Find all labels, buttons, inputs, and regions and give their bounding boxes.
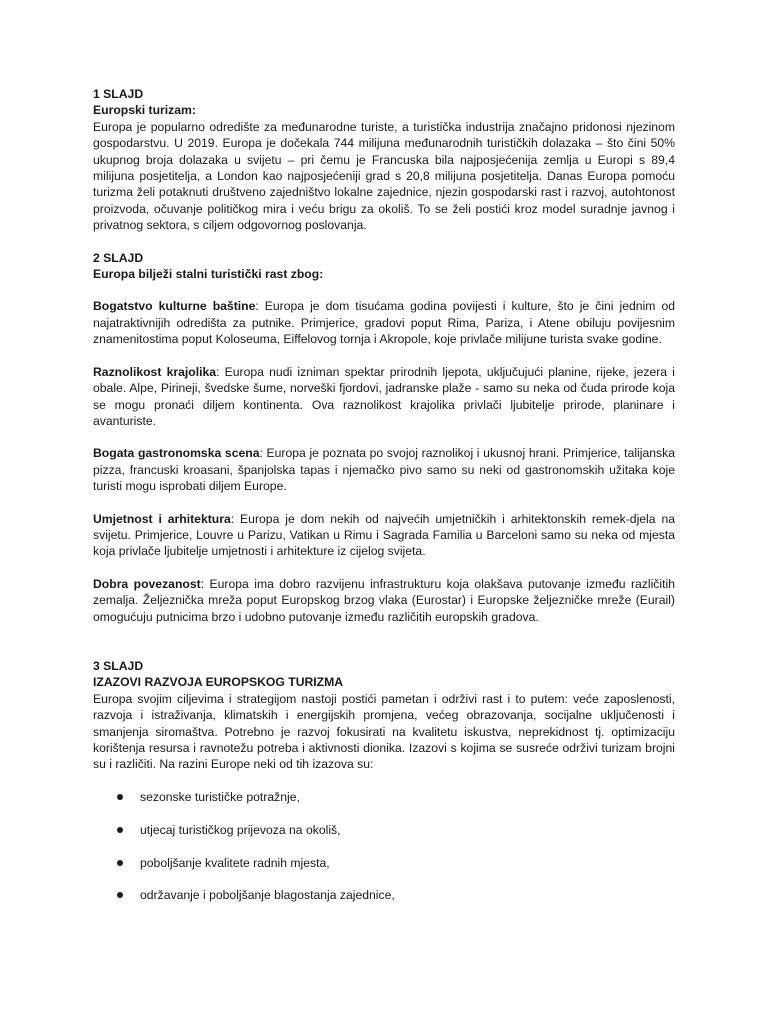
list-item-text: poboljšanje kvalitete radnih mjesta, [140,855,330,870]
list-item-text: sezonske turističke potražnje, [140,789,300,804]
document-page [93,86,675,920]
reason-paragraph [93,364,675,430]
reason-term: Bogata gastronomska scena [93,446,260,461]
slide-1-title: Europski turizam: [93,103,196,118]
reason-text: : Europa je dom nekih od najvećih umjetničkih i arhitektonskih remek-djela na svijetu. Primjerice, Louvre u Parizu, Vatikan u Rimu i Sagrada Familia u Barceloni samo su neka od mjesta koja privlače ljubitelje umjetnosti i arhitekture iz cijelog svijeta. [93,511,675,559]
reason-paragraph [93,576,675,625]
bullet-dot-icon [117,827,123,833]
list-item-text: utjecaj turističkog prijevoza na okoliš, [140,822,341,837]
list-item [93,855,675,871]
reason-text: : Europa ima dobro razvijenu infrastrukturu koja olakšava putovanje između različitih zemalja. Željeznička mreža poput Europskog brzog vlaka (Eurostar) i Europske željezničke mreže (Eurail) omogućuju putnicima brzo i udobno putovanje između različitih europskih gradova. [93,576,675,624]
list-item [93,789,675,805]
bullet-dot-icon [117,794,123,800]
reason-paragraph [93,445,675,494]
slide-1-body: Europa je popularno odredište za međunarodne turiste, a turistička industrija značajno pridonosi njezinom gospodarstvu. U 2019. Europa je dočekala 744 milijuna međunarodnih turističkih dolazaka – što čini 50% ukupnog broja dolazaka u svijetu – pri čemu je Francuska bila najposjećenija zemlja u Europi s 89,4 milijuna posjetitelja, a London kao najposjećeniji grad s 20,8 milijuna posjetitelja. Danas Europa pomoću turizma želi potaknuti društveno zajedništvo lokalne zajednice, njezin gospodarski rast i razvoj, autohtonost proizvoda, očuvanje političkog mira i veću brigu za okoliš. To se želi postići kroz model suradnje javnog i privatnog sektora, s ciljem odgovornog poslovanja. [93,119,675,233]
slide-3-label: 3 SLAJD [93,658,144,673]
bullet-dot-icon [117,860,123,866]
reason-text: : Europa nudi izniman spektar prirodnih ljepota, uključujući planine, rijeke, jezera i obale. Alpe, Pirineji, švedske šume, norveški fjordovi, jadranske plaže - samo su neka od čuda prirode koja se mogu pronaći diljem kontinenta. Ova raznolikost krajolika privlači ljubitelje prirode, planinare i avanturiste. [93,364,675,428]
slide-1-label: 1 SLAJD [93,87,144,101]
reason-text: : Europa je poznata po svojoj raznolikoj i ukusnoj hrani. Primjerice, talijanska pizza, francuski kroasani, španjolska tapas i njemačko pivo samo su neki od gastronomskih užitaka koje turisti mogu isprobati diljem Europe. [93,446,675,494]
slide-3-section [93,658,675,904]
slide-2-title: Europa bilježi stalni turistički rast zbog: [93,267,324,282]
reason-term: Bogatstvo kulturne baštine [93,299,256,314]
slide-2-section [93,250,675,625]
list-item-text: održavanje i poboljšanje blagostanja zajednice, [140,888,395,903]
challenges-list [93,789,675,904]
slide-1-section [93,86,675,234]
reason-text: : Europa je dom tisućama godina povijesti i kulture, što je čini jednim od najatraktivnijih odredišta za putnike. Primjerice, gradovi poput Rima, Pariza, i Atene obiluju povijesnim znamenitostima poput Koloseuma, Eiffelovog tornja i Akropole, koje privlače milijune turista svake godine. [93,299,676,347]
list-item [93,822,675,838]
reason-term: Dobra povezanost [93,576,201,591]
slide-3-body: Europa svojim ciljevima i strategijom nastoji postići pametan i održivi rast i to putem: veće zaposlenosti, razvoja i istraživanja, klimatskih i energijskih promjena, većeg obrazovanja, socijalne uključenosti i smanjenja siromaštva. Potrebno je razvoj fokusirati na kvalitetu iskustva, neprekidnost tj. optimizaciju korištenja resursa i ravnotežu potreba i aktivnosti dionika. Izazovi s kojima se susreće održivi turizam brojni su i različiti. Na razini Europe neki od tih izazova su: [93,691,675,772]
bullet-dot-icon [117,892,123,898]
slide-3-title: IZAZOVI RAZVOJA EUROPSKOG TURIZMA [93,675,344,690]
list-item [93,887,675,903]
reason-paragraph [93,511,675,560]
slide-2-label: 2 SLAJD [93,250,144,265]
reason-term: Umjetnost i arhitektura [93,511,231,526]
reason-paragraph [93,298,675,347]
reason-term: Raznolikost krajolika [93,364,217,379]
